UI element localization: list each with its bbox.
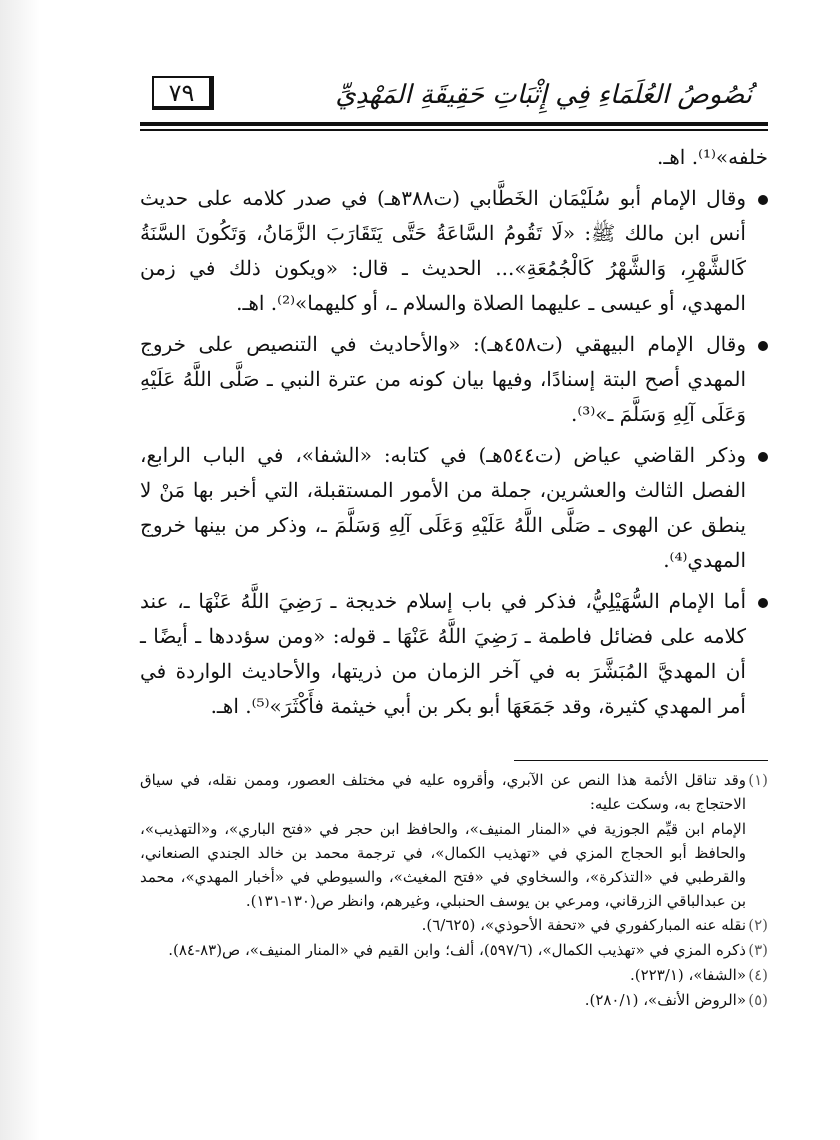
header-rule-thin — [140, 129, 768, 131]
bullet-icon — [758, 341, 768, 351]
footnote-1-continuation: الإمام ابن قيِّم الجوزية في «المنار المنيف»، والحافظ ابن حجر في «فتح الباري»، و«التهذيب»، والحافظ أبو الحجاج المزي في «تهذيب الكمال»، في ترجمة محمد بن خالد الجندي الصنعاني، والقرطبي في «التذكرة»، والسخاوي في «فتح المغيث»، والسيوطي في «أخبار المهدي»، محمد بن عبدالباقي الزرقاني، ومرعي بن يوسف الحنبلي، وغيرهم، وانظر ص(١٣٠-١٣١). — [140, 820, 746, 910]
footnote-text: «الروض الأنف»، (٢٨٠/١). — [584, 991, 746, 1009]
footnote-3 — [140, 938, 768, 962]
page-number-box — [152, 76, 214, 110]
bullet-icon — [758, 195, 768, 205]
footnote-number: (١) — [748, 771, 768, 789]
footnote-number: (٣) — [748, 941, 768, 959]
paragraph-qadi-iyad — [140, 438, 768, 578]
bullet-icon — [758, 598, 768, 608]
page-number: ٧٩ — [168, 79, 195, 107]
paragraph-text: أما الإمام السُّهَيْلِيُّ، فذكر في باب إسلام خديجة ـ رَضِيَ اللَّهُ عَنْهَا ـ، عند كلامه على فضائل فاطمة ـ رَضِيَ اللَّهُ عَنْهَا ـ قوله: «ومن سؤددها ـ أيضًا ـ أن المهديَّ المُبَشَّرَ به في آخر الزمان من ذريتها، والأحاديث الواردة في أمر المهدي كثيرة، وقد جَمَعَهَا أبو بكر بن أبي خيثمة فأَكْثَرَ»⁽⁵⁾. اهـ. — [140, 589, 746, 718]
paragraph-continuation: خلفه»⁽¹⁾. اهـ. — [657, 145, 768, 169]
footnotes — [140, 768, 768, 1013]
paragraph-text: وقال الإمام البيهقي (ت٤٥٨هـ): «والأحاديث في التنصيص على خروج المهدي أصح البتة إسنادًا، وفيها بيان كونه من عترة النبي ـ صَلَّى اللَّهُ عَلَيْهِ وَعَلَى آلِهِ وَسَلَّمَ ـ»⁽³⁾. — [140, 332, 746, 426]
bullet-icon — [758, 452, 768, 462]
paragraph-text: وقال الإمام أبو سُلَيْمَان الخَطَّابي (ت٣٨٨هـ) في صدر كلامه على حديث أنس ابن مالك ﷺ: «لَا تَقُومُ السَّاعَةُ حَتَّى يَتَقَارَبَ الزَّمَانُ، وَتَكُونَ السَّنَةُ كَالشَّهْرِ، وَالشَّهْرُ كَالْجُمُعَةِ»... الحديث ـ قال: «ويكون ذلك في زمن المهدي، أو عيسى ـ عليهما الصلاة والسلام ـ، أو كليهما»⁽²⁾. اهـ. — [140, 186, 747, 315]
paragraph-suhayli — [140, 584, 768, 724]
footnote-number: (٥) — [748, 991, 768, 1009]
footnote-1 — [140, 768, 768, 816]
header-rule-thick — [140, 122, 768, 126]
footnote-text: وقد تناقل الأئمة هذا النص عن الآبري، وأقروه عليه في مختلف العصور، وممن نقله، في سياق الاحتجاج به، وسكت عليه: — [140, 771, 746, 813]
paragraph-bayhaqi — [140, 327, 768, 432]
footnote-text: ذكره المزي في «تهذيب الكمال»، (٥٩٧/٦)، ألف؛ وابن القيم في «المنار المنيف»، ص(٨٣-٨٤). — [168, 941, 746, 959]
running-header-title: نُصُوصُ العُلَمَاءِ فِي إِثْبَاتِ حَقِيقَةِ المَهْدِيِّ — [335, 80, 752, 110]
paragraph-text: وذكر القاضي عياض (ت٥٤٤هـ) في كتابه: «الشفا»، في الباب الرابع، الفصل الثالث والعشرين، جملة من الأمور المستقبلة، التي أخبر بها مَنْ لا ينطق عن الهوى ـ صَلَّى اللَّهُ عَلَيْهِ وَعَلَى آلِهِ وَسَلَّمَ ـ، وذكر من بينها خروج المهدي⁽⁴⁾. — [140, 443, 746, 572]
paragraph-khattabi — [140, 181, 768, 321]
footnote-number: (٢) — [748, 916, 768, 934]
footnote-text: نقله عنه المباركفوري في «تحفة الأحوذي»، (٦/٦٢٥). — [421, 916, 746, 934]
main-text — [140, 140, 768, 724]
footnote-5 — [140, 988, 768, 1012]
scan-shadow — [0, 0, 40, 1140]
footnote-text: «الشفا»، (٢٢٣/١). — [630, 966, 746, 984]
footnote-4 — [140, 963, 768, 987]
footnote-number: (٤) — [748, 966, 768, 984]
footnote-2 — [140, 913, 768, 937]
footnote-separator — [514, 760, 768, 761]
